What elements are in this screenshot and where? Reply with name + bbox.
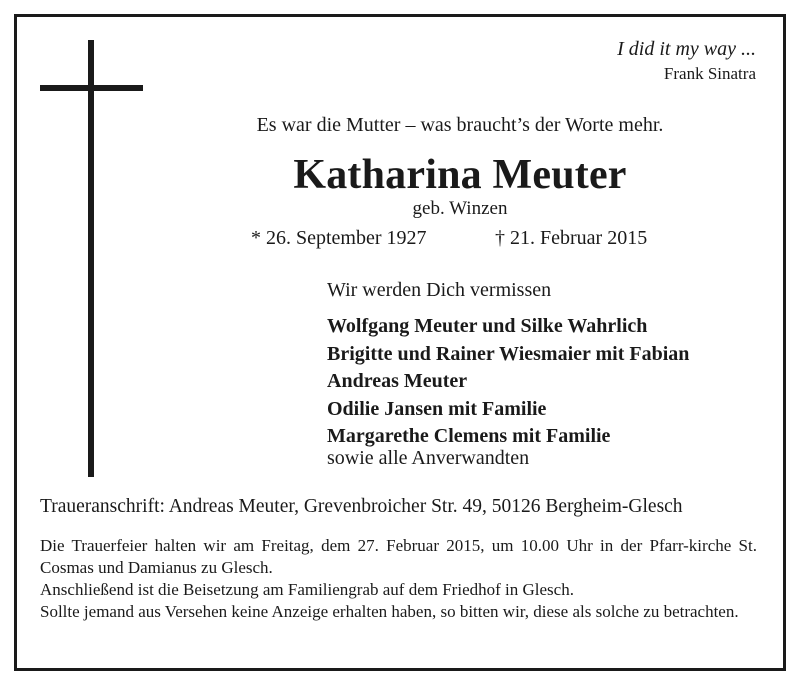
deceased-name: Katharina Meuter [293,152,627,198]
mourners-list [327,313,689,451]
mourning-address: Traueranschrift: Andreas Meuter, Grevenbroicher Str. 49, 50126 Bergheim-Glesch [40,496,683,517]
mourner-name: Margarethe Clemens mit Familie [327,425,611,447]
mourner-name: Andreas Meuter [327,370,468,392]
funeral-service-text: Die Trauerfeier halten wir am Freitag, dem 27. Februar 2015, um 10.00 Uhr in der Pfarr-kirche St. Cosmas und Damianus zu Glesch. [40,536,757,577]
burial-text: Anschließend ist die Beisetzung am Familiengrab auf dem Friedhof in Glesch. [40,580,574,599]
relatives-line: sowie alle Anverwandten [327,447,530,469]
mourner-name: Wolfgang Meuter und Silke Wahrlich [327,315,648,337]
quote-author: Frank Sinatra [663,64,756,83]
maiden-name: geb. Winzen [412,198,508,219]
mourners-intro: Wir werden Dich vermissen [327,279,552,301]
birth-date: * 26. September 1927 [251,227,427,249]
funeral-info [40,535,757,623]
mourner-name: Brigitte und Rainer Wiesmaier mit Fabian [327,342,690,365]
quote-text: I did it my way ... [617,38,756,60]
notice-text: Sollte jemand aus Versehen keine Anzeige erhalten haben, so bitten wir, diese als solche zu betrachten. [40,602,739,621]
death-date: † 21. Februar 2015 [495,227,648,249]
cross-vertical-beam [88,40,94,477]
mourner-name: Odilie Jansen mit Familie [327,397,547,420]
cross-horizontal-beam [40,85,143,91]
motto: Es war die Mutter – was braucht’s der Worte mehr. [256,114,664,136]
